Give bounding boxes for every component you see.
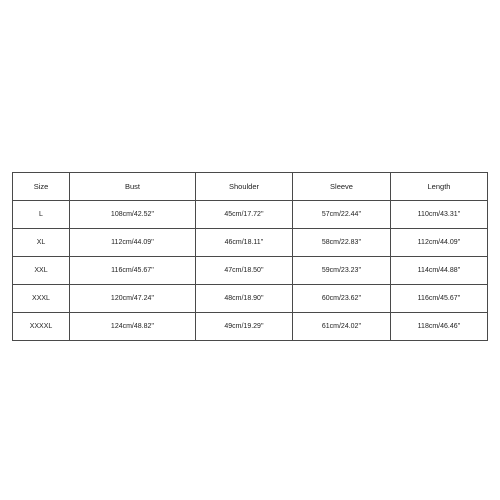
cell-shoulder: 47cm/18.50'' xyxy=(196,257,293,285)
cell-shoulder: 49cm/19.29'' xyxy=(196,313,293,341)
cell-length: 110cm/43.31'' xyxy=(391,201,488,229)
table-row xyxy=(13,229,488,257)
cell-sleeve: 58cm/22.83'' xyxy=(293,229,391,257)
header-shoulder: Shoulder xyxy=(196,173,293,201)
cell-bust: 116cm/45.67'' xyxy=(70,257,196,285)
cell-size: XXXXL xyxy=(13,313,70,341)
header-sleeve: Sleeve xyxy=(293,173,391,201)
cell-shoulder: 48cm/18.90'' xyxy=(196,285,293,313)
cell-length: 118cm/46.46'' xyxy=(391,313,488,341)
table-row xyxy=(13,285,488,313)
cell-size: XXXL xyxy=(13,285,70,313)
header-bust: Bust xyxy=(70,173,196,201)
table-row xyxy=(13,201,488,229)
header-size: Size xyxy=(13,173,70,201)
size-chart-table xyxy=(12,172,488,341)
cell-size: L xyxy=(13,201,70,229)
cell-bust: 112cm/44.09'' xyxy=(70,229,196,257)
cell-shoulder: 45cm/17.72'' xyxy=(196,201,293,229)
header-length: Length xyxy=(391,173,488,201)
cell-bust: 108cm/42.52'' xyxy=(70,201,196,229)
cell-sleeve: 59cm/23.23'' xyxy=(293,257,391,285)
cell-bust: 124cm/48.82'' xyxy=(70,313,196,341)
table-row xyxy=(13,313,488,341)
cell-size: XL xyxy=(13,229,70,257)
cell-length: 114cm/44.88'' xyxy=(391,257,488,285)
cell-bust: 120cm/47.24'' xyxy=(70,285,196,313)
cell-length: 112cm/44.09'' xyxy=(391,229,488,257)
cell-length: 116cm/45.67'' xyxy=(391,285,488,313)
table-header-row xyxy=(13,173,488,201)
table-row xyxy=(13,257,488,285)
cell-size: XXL xyxy=(13,257,70,285)
cell-shoulder: 46cm/18.11'' xyxy=(196,229,293,257)
cell-sleeve: 61cm/24.02'' xyxy=(293,313,391,341)
cell-sleeve: 60cm/23.62'' xyxy=(293,285,391,313)
cell-sleeve: 57cm/22.44'' xyxy=(293,201,391,229)
